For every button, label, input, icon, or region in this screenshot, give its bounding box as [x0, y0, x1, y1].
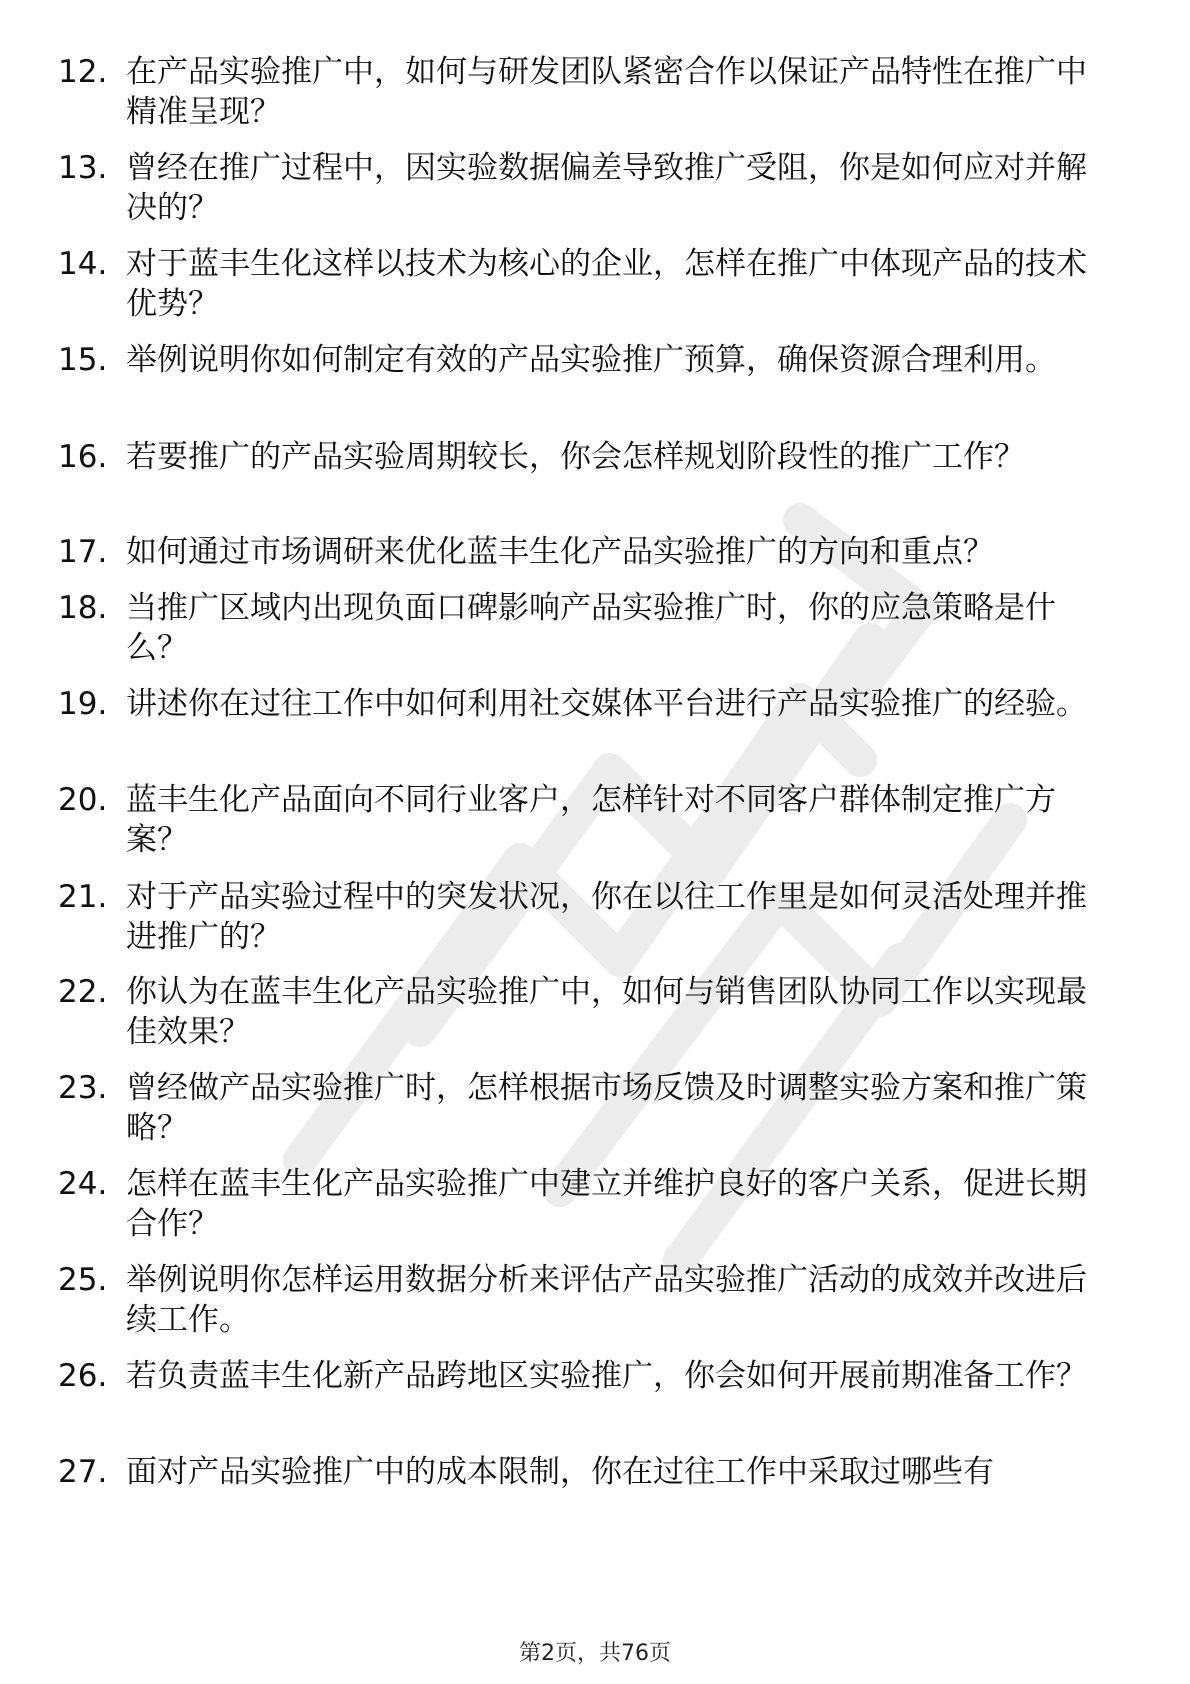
question-item	[58, 877, 1118, 957]
question-text: 面对产品实验推广中的成本限制，你在过往工作中采取过哪些有	[126, 1454, 994, 1490]
question-text: 对于蓝丰生化这样以技术为核心的企业，怎样在推广中体现产品的技术优势？	[126, 246, 1087, 322]
question-item	[58, 1164, 1118, 1244]
question-number: 13.	[58, 150, 108, 186]
question-number: 27.	[58, 1454, 108, 1490]
question-text: 若负责蓝丰生化新产品跨地区实验推广，你会如何开展前期准备工作？	[126, 1358, 1087, 1394]
question-number: 21.	[58, 879, 108, 915]
question-item	[58, 780, 1118, 860]
question-text: 在产品实验推广中，如何与研发团队紧密合作以保证产品特性在推广中精准呈现？	[126, 54, 1087, 130]
question-text: 如何通过市场调研来优化蓝丰生化产品实验推广的方向和重点？	[126, 534, 994, 570]
question-number: 14.	[58, 246, 108, 282]
question-text: 对于产品实验过程中的突发状况，你在以往工作里是如何灵活处理并推进推广的？	[126, 879, 1087, 955]
question-item	[58, 1068, 1118, 1148]
question-text: 举例说明你怎样运用数据分析来评估产品实验推广活动的成效并改进后续工作。	[126, 1262, 1087, 1338]
question-item	[58, 52, 1118, 132]
question-item	[58, 437, 1118, 477]
question-text: 蓝丰生化产品面向不同行业客户，怎样针对不同客户群体制定推广方案？	[126, 782, 1056, 858]
question-text: 曾经在推广过程中，因实验数据偏差导致推广受阻，你是如何应对并解决的？	[126, 150, 1087, 226]
question-item	[58, 684, 1118, 724]
question-number: 24.	[58, 1166, 108, 1202]
page-footer	[0, 1640, 1190, 1668]
question-item	[58, 340, 1118, 380]
question-number: 22.	[58, 974, 108, 1010]
question-item	[58, 1452, 1118, 1492]
question-text: 讲述你在过往工作中如何利用社交媒体平台进行产品实验推广的经验。	[126, 686, 1087, 722]
question-number: 17.	[58, 534, 108, 570]
question-text: 怎样在蓝丰生化产品实验推广中建立并维护良好的客户关系，促进长期合作？	[126, 1166, 1087, 1242]
question-text: 你认为在蓝丰生化产品实验推广中，如何与销售团队协同工作以实现最佳效果？	[126, 974, 1087, 1050]
question-number: 25.	[58, 1262, 108, 1298]
question-text: 举例说明你如何制定有效的产品实验推广预算，确保资源合理利用。	[126, 342, 1056, 378]
question-text: 当推广区域内出现负面口碑影响产品实验推广时，你的应急策略是什么？	[126, 590, 1056, 666]
question-text: 若要推广的产品实验周期较长，你会怎样规划阶段性的推广工作？	[126, 439, 1025, 475]
question-item	[58, 1260, 1118, 1340]
question-text: 曾经做产品实验推广时，怎样根据市场反馈及时调整实验方案和推广策略？	[126, 1070, 1087, 1146]
question-number: 19.	[58, 686, 108, 722]
question-item	[58, 588, 1118, 668]
question-number: 26.	[58, 1358, 108, 1394]
question-item	[58, 1356, 1118, 1396]
question-number: 16.	[58, 439, 108, 475]
page-number-label: 第2页，共76页	[519, 1641, 671, 1666]
question-number: 15.	[58, 342, 108, 378]
question-item	[58, 244, 1118, 324]
question-item	[58, 532, 1118, 572]
question-number: 12.	[58, 54, 108, 90]
question-item	[58, 972, 1118, 1052]
question-number: 23.	[58, 1070, 108, 1106]
question-item	[58, 148, 1118, 228]
question-number: 20.	[58, 782, 108, 818]
question-number: 18.	[58, 590, 108, 626]
